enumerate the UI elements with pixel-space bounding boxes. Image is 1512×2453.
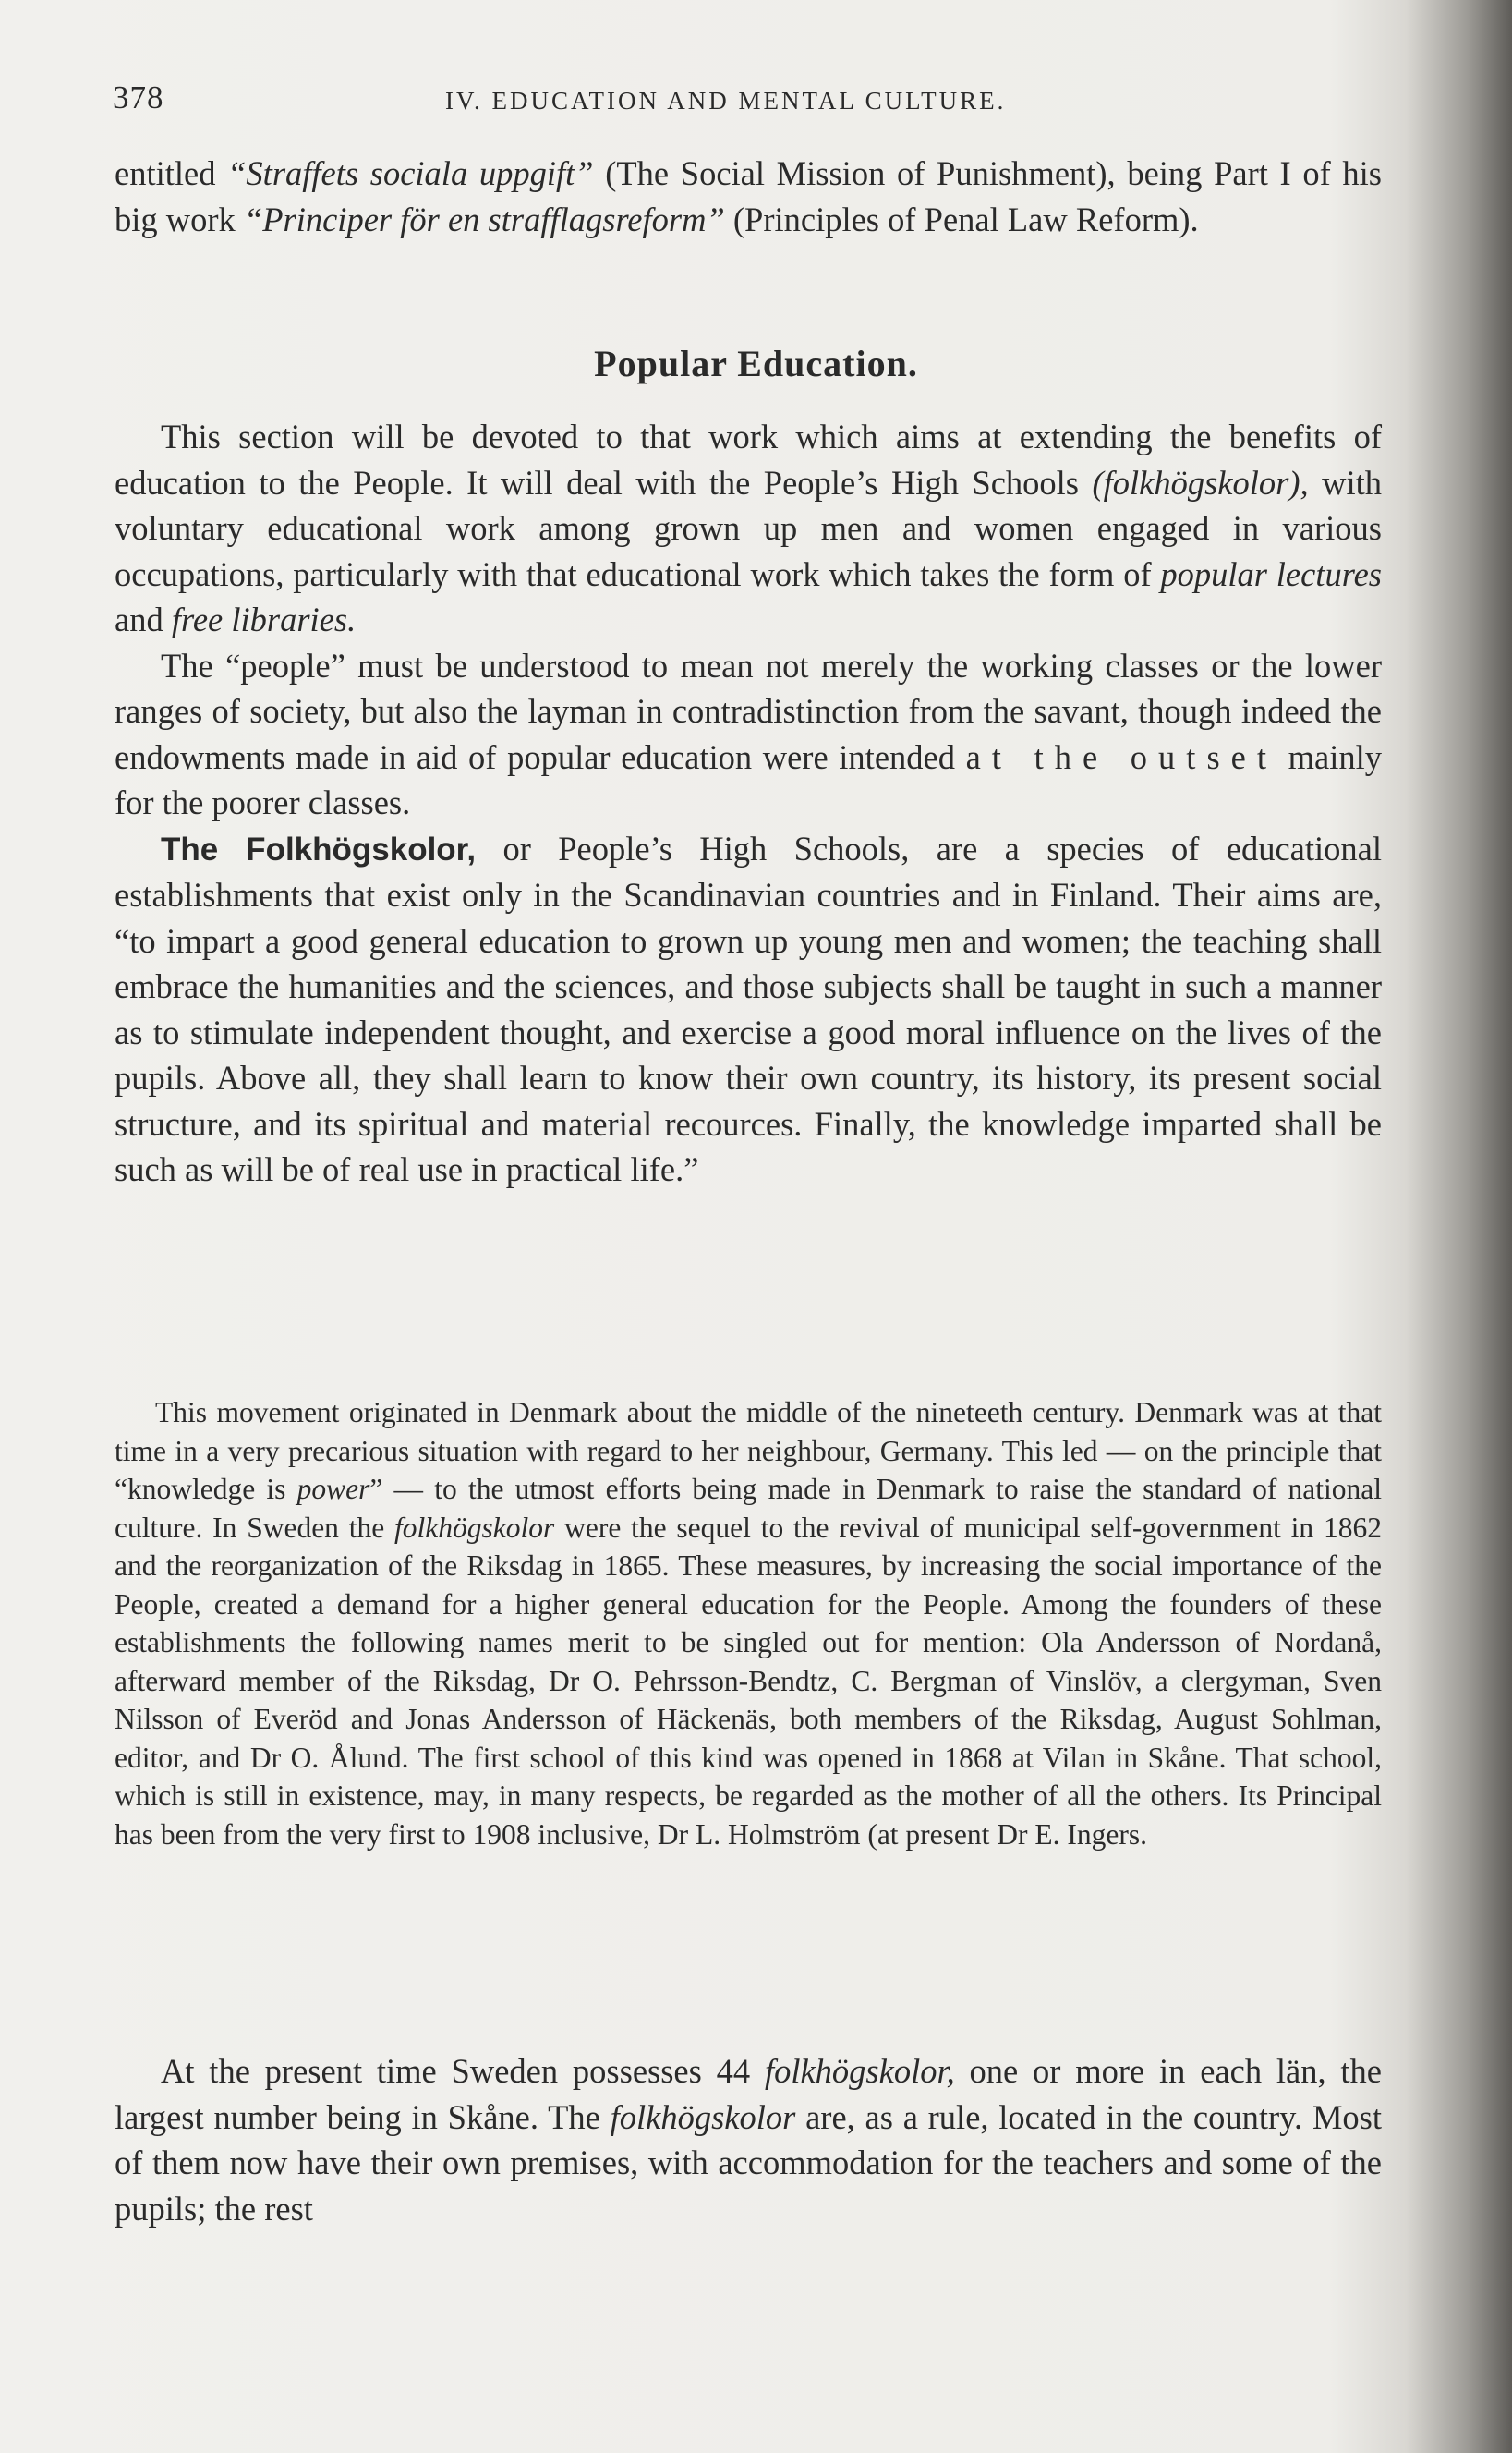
running-head — [113, 79, 1406, 126]
final-paragraph: At the present time Sweden possesses 44 folkhögskolor, one or more in each län, the largest number being in Skåne. The folkhögskolor are, as a rule, located in the country. Most of them now have their own premises, with accommodation for the teachers and some of the pupils; the rest — [115, 2052, 1382, 2228]
main-text — [115, 414, 1382, 1193]
swedish-work-title: “Principer för en strafflagsreform” — [243, 200, 725, 238]
term-folkhogskolor-final-2: folkhögskolor — [610, 2097, 796, 2136]
term-popular-lectures: popular lectures — [1160, 554, 1382, 593]
small-print-paragraph: This movement originated in Denmark about the middle of the nineteeth century. Denmark was at that time in a very precarious situation with regard to her neighbour, Germany. This led — on the principle that “knowledge is power” — to the utmost efforts being made in Denmark to raise the standard of national culture. In Sweden the folkhögskolor were the sequel to the revival of municipal self-government in 1862 and the reorganization of the Riksdag in 1865. These measures, by increasing the social importance of the People, created a demand for a higher general education for the People. Among the founders of these establishments the following names merit to be singled out for mention: Ola Andersson of Nordanå, afterward member of the Riksdag, Dr O. Pehrsson-Bendtz, C. Bergman of Vinslöv, a clergyman, Sven Nilsson of Everöd and Jonas Andersson of Häckenäs, both members of the Riksdag, August Sohlman, editor, and Dr O. Ålund. The first school of this kind was opened in 1868 at Vilan in Skåne. That school, which is still in existence, may, in many respects, be regarded as the mother of all the others. Its Principal has been from the very first to 1908 inclusive, Dr L. Holmström (at present Dr E. Ingers. — [115, 1396, 1382, 1851]
paragraph-2: The “people” must be understood to mean not merely the working classes or the lower ranges of society, but also the layman in contradistinction from the savant, though indeed the endowments made in aid of popular education were intended at the outset mainly for the poorer classes. — [115, 646, 1383, 821]
small-print-section — [115, 1393, 1382, 1853]
term-folkhogskolor-small: folkhögskolor — [394, 1511, 555, 1544]
spaced-emphasis: at the outset — [965, 737, 1277, 776]
page-number: 378 — [113, 79, 164, 115]
intro-paragraph — [115, 151, 1382, 242]
term-power: power — [296, 1473, 370, 1505]
running-title: IV. EDUCATION AND MENTAL CULTURE. — [445, 87, 1007, 115]
term-folkhogskolor-final-1: folkhögskolor, — [764, 2052, 955, 2090]
term-free-libraries: free libraries. — [171, 601, 357, 638]
section-heading: Popular Education. — [594, 343, 918, 384]
swedish-title: “Straffets sociala uppgift” — [227, 154, 594, 192]
paragraph-3: The Folkhögskolor, or People’s High Schools, are a species of educational establishments that exist only in the Scandinavian countries and in Finland. Their aims are, “to impart a good general education to grown up young men and women; the teaching shall embrace the humanities and the sciences, and those subjects shall be taught in such a manner as to stimulate independent thought, and exercise a good moral influence on the lives of the pupils. Above all, they shall learn to know their own country, its history, its present social structure, and its spiritual and material recources. Finally, the knowledge imparted shall be such as will be of real use in practical life.” — [115, 829, 1382, 1188]
term-folkhogskolor: (folkhögskolor), — [1092, 463, 1309, 502]
final-section — [115, 2048, 1382, 2231]
term-folkhogskolor-bold: The Folkhögskolor, — [161, 831, 477, 868]
paragraph-1: This section will be devoted to that work which aims at extending the benefits of education to the People. It will deal with the People’s High Schools (folkhögskolor), with voluntary educational work among grown up men and women engaged in various occupations, particularly with that educational work which takes the form of popular lectures and free libraries. — [115, 418, 1382, 638]
intro-text: entitled “Straffets sociala uppgift” (The Social Mission of Punishment), being Part I of his big work “Principer för en strafflagsreform” (Principles of Penal Law Reform). — [115, 154, 1382, 238]
